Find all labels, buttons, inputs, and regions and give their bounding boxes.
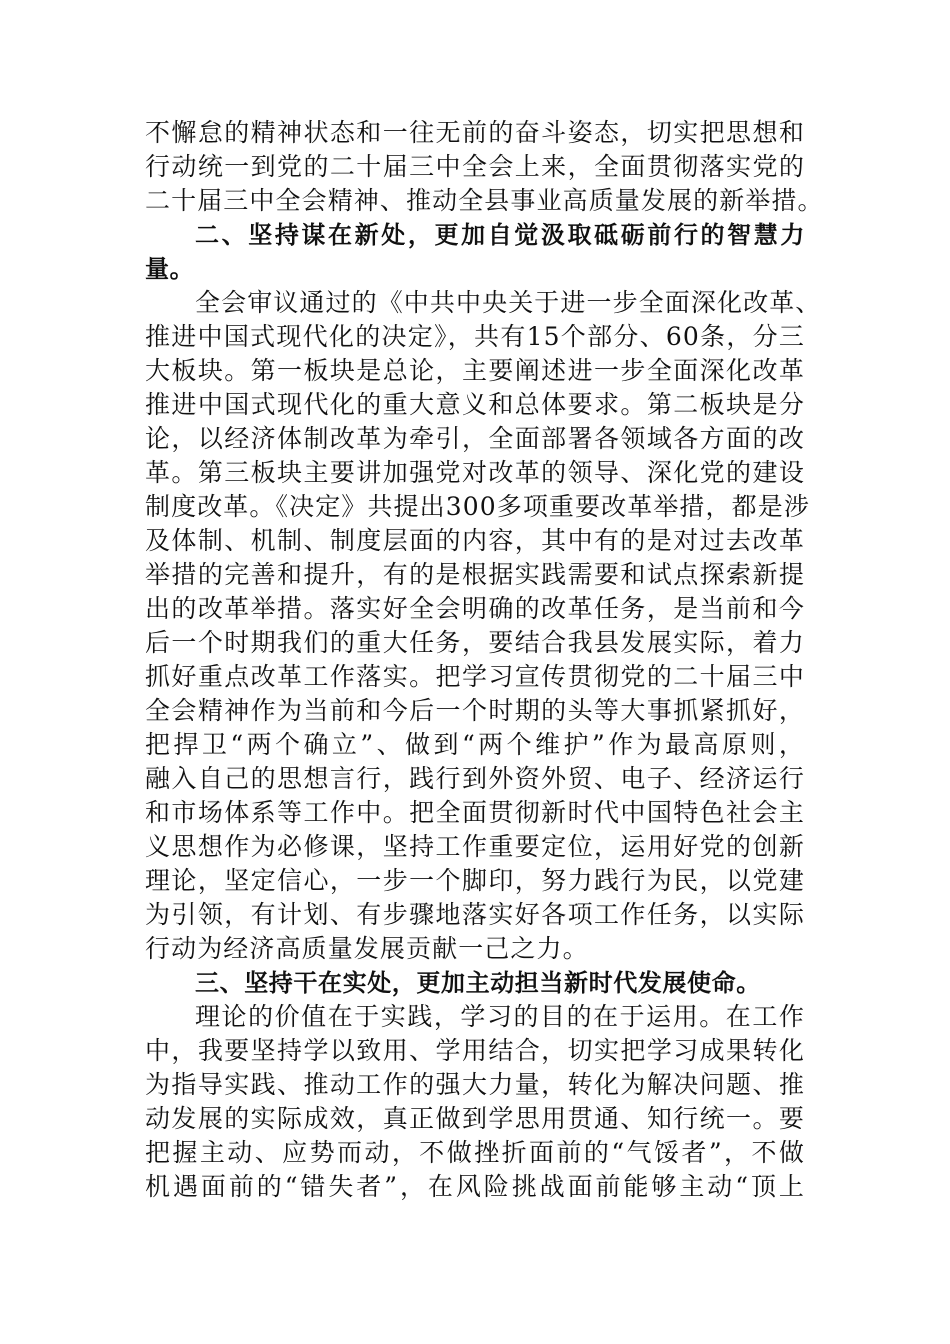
- body-line: 抓好重点改革工作落实。把学习宣传贯彻党的二十届三中: [145, 662, 805, 691]
- body-line: 后一个时期我们的重大任务，要结合我县发展实际，着力: [145, 628, 805, 657]
- document-body: [145, 116, 824, 1204]
- body-line: 理论，坚定信心，一步一个脚印，努力践行为民，以党建: [145, 866, 805, 895]
- body-line: 为指导实践、推动工作的强大力量，转化为解决问题、推: [145, 1070, 805, 1099]
- body-line: 及体制、机制、制度层面的内容，其中有的是对过去改革: [145, 526, 805, 555]
- body-line: 革。第三板块主要讲加强党对改革的领导、深化党的建设: [145, 458, 805, 487]
- section-heading-2-continued: 量。: [145, 255, 195, 283]
- body-line: 论，以经济体制改革为牵引，全面部署各领域各方面的改: [145, 424, 805, 453]
- section-heading-3: 三、坚持干在实处，更加主动担当新时代发展使命。: [195, 969, 761, 997]
- body-line: 不懈怠的精神状态和一往无前的奋斗姿态，切实把思想和: [145, 118, 805, 147]
- body-line: 行动统一到党的二十届三中全会上来，全面贯彻落实党的: [145, 152, 805, 181]
- body-line: 推进中国式现代化的决定》，共有15个部分、60条，分三: [145, 322, 805, 351]
- body-line: 把捍卫“两个确立”、做到“两个维护”作为最高原则，: [145, 730, 805, 759]
- body-line: 出的改革举措。落实好全会明确的改革任务，是当前和今: [145, 594, 805, 623]
- body-line: 举措的完善和提升，有的是根据实践需要和试点探索新提: [145, 560, 805, 589]
- body-line: 融入自己的思想言行，践行到外资外贸、电子、经济运行: [145, 764, 805, 793]
- body-line: 推进中国式现代化的重大意义和总体要求。第二板块是分: [145, 390, 805, 419]
- body-line: 和市场体系等工作中。把全面贯彻新时代中国特色社会主: [145, 798, 805, 827]
- body-line: 机遇面前的“错失者”，在风险挑战面前能够主动“顶上: [145, 1172, 805, 1201]
- body-line: 把握主动、应势而动，不做挫折面前的“气馁者”，不做: [145, 1138, 805, 1167]
- body-line: 为引领，有计划、有步骤地落实好各项工作任务，以实际: [145, 900, 805, 929]
- body-line: 义思想作为必修课，坚持工作重要定位，运用好党的创新: [145, 832, 805, 861]
- body-line: 中，我要坚持学以致用、学用结合，切实把学习成果转化: [145, 1036, 805, 1065]
- body-line: 大板块。第一板块是总论，主要阐述进一步全面深化改革: [145, 356, 805, 385]
- body-line: 全会精神作为当前和今后一个时期的头等大事抓紧抓好，: [145, 696, 805, 725]
- paragraph-start-line: 理论的价值在于实践，学习的目的在于运用。在工作: [195, 1002, 805, 1031]
- body-line: 二十届三中全会精神、推动全县事业高质量发展的新举措。: [145, 186, 824, 215]
- paragraph-start-line: 全会审议通过的《中共中央关于进一步全面深化改革、: [195, 288, 822, 317]
- body-line: 动发展的实际成效，真正做到学思用贯通、知行统一。要: [145, 1104, 805, 1133]
- section-heading-2: 二、坚持谋在新处，更加自觉汲取砥砺前行的智慧力: [195, 221, 805, 249]
- body-line: 制度改革。《决定》共提出300多项重要改革举措，都是涉: [145, 492, 810, 521]
- body-line-last: 行动为经济高质量发展贡献一己之力。: [145, 934, 589, 963]
